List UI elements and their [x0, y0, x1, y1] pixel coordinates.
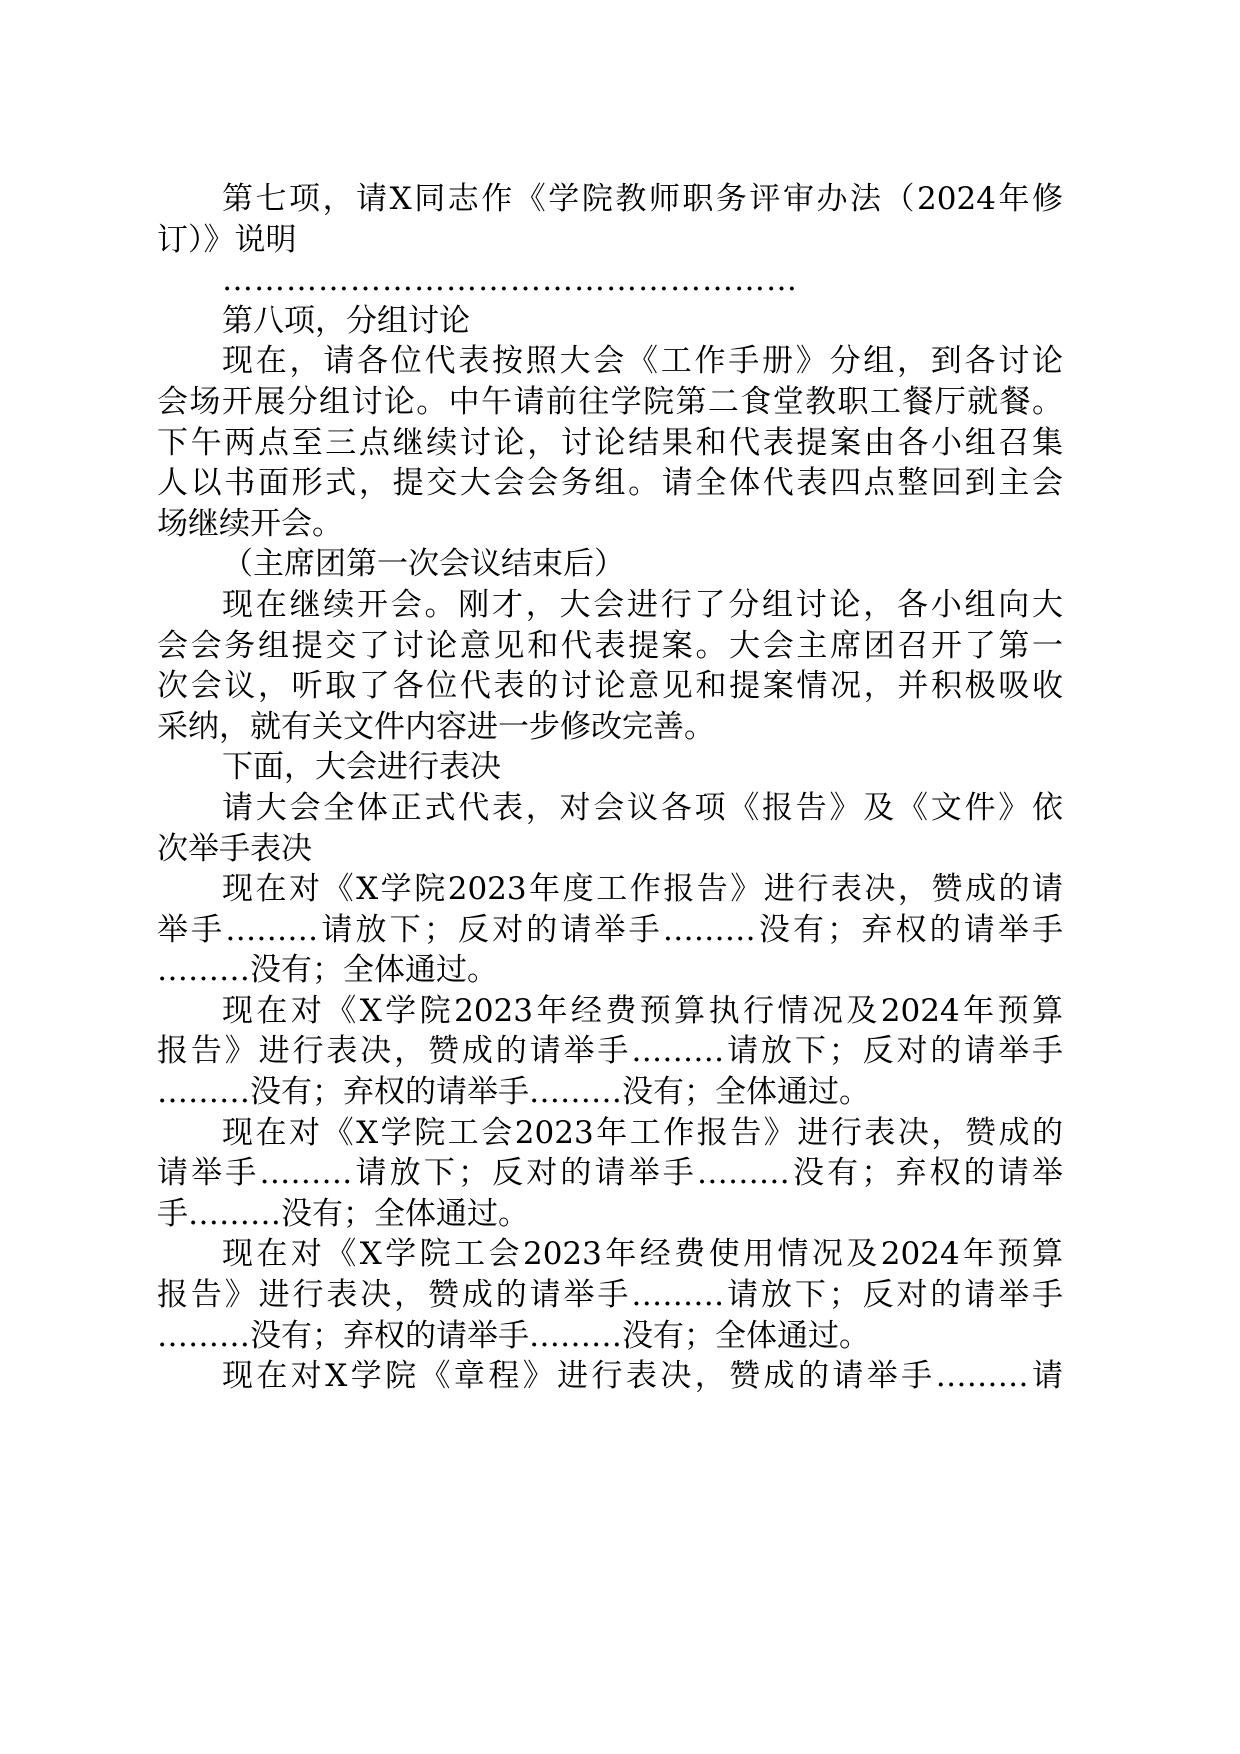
text-line: 人以书面形式，提交大会会务组。请全体代表四点整回到主会 [157, 465, 1063, 502]
text-line: 请举手………请放下；反对的请举手………没有；弃权的请举 [157, 1155, 1063, 1192]
text-line: 现在对X学院《章程》进行表决，赞成的请举手………请 [222, 1358, 1063, 1395]
text-line: 下面，大会进行表决 [222, 749, 501, 786]
text-line: 请大会全体正式代表，对会议各项《报告》及《文件》依 [222, 789, 1063, 826]
text-line: （主席团第一次会议结束后） [222, 546, 625, 583]
text-line: ……………………………………………… [222, 262, 798, 299]
text-line: 采纳，就有关文件内容进一步修改完善。 [157, 708, 715, 745]
text-line: 会会务组提交了讨论意见和代表提案。大会主席团召开了第一 [157, 627, 1063, 664]
text-line: 场继续开会。 [157, 505, 343, 542]
paragraph [157, 260, 1063, 301]
text-line: 会场开展分组讨论。中午请前往学院第二食堂教职工餐厅就餐。 [157, 383, 1063, 420]
text-line: 次会议，听取了各位代表的讨论意见和提案情况，并积极吸收 [157, 668, 1063, 705]
text-line: 报告》进行表决，赞成的请举手………请放下；反对的请举手 [157, 1277, 1063, 1314]
text-line: ………没有；弃权的请举手………没有；全体通过。 [157, 1074, 870, 1111]
text-line: 订）》说明 [157, 221, 297, 258]
text-line: 次举手表决 [157, 830, 312, 867]
text-line: 举手………请放下；反对的请举手………没有；弃权的请举手 [157, 911, 1063, 948]
text-line: 报告》进行表决，赞成的请举手………请放下；反对的请举手 [157, 1033, 1063, 1070]
text-line: 现在对《X学院2023年度工作报告》进行表决，赞成的请 [222, 871, 1063, 908]
paragraph [157, 585, 1063, 747]
paragraph [157, 341, 1063, 544]
text-line: 手………没有；全体通过。 [157, 1195, 529, 1232]
paragraph [157, 1356, 1063, 1397]
paragraph [157, 544, 1063, 585]
text-line: 现在对《X学院工会2023年工作报告》进行表决，赞成的 [222, 1114, 1063, 1151]
text-line: 第八项，分组讨论 [222, 302, 470, 339]
text-line: ………没有；弃权的请举手………没有；全体通过。 [157, 1317, 870, 1354]
paragraph [157, 1113, 1063, 1235]
paragraph [157, 1234, 1063, 1356]
text-line: 下午两点至三点继续讨论，讨论结果和代表提案由各小组召集 [157, 424, 1063, 461]
paragraph [157, 788, 1063, 869]
text-line: 现在对《X学院工会2023年经费使用情况及2024年预算 [222, 1236, 1063, 1273]
text-line: 第七项，请X同志作《学院教师职务评审办法（2024年修 [222, 181, 1063, 217]
paragraph [157, 869, 1063, 991]
paragraph [157, 301, 1063, 342]
paragraph [157, 747, 1063, 788]
text-line: 现在继续开会。刚才，大会进行了分组讨论，各小组向大 [222, 586, 1063, 623]
text-line: 现在，请各位代表按照大会《工作手册》分组，到各讨论 [222, 343, 1063, 380]
paragraph [157, 179, 1063, 260]
text-line: ………没有；全体通过。 [157, 952, 498, 989]
text-line: 现在对《X学院2023年经费预算执行情况及2024年预算 [222, 992, 1063, 1029]
document-body [157, 179, 1063, 1397]
paragraph [157, 991, 1063, 1113]
